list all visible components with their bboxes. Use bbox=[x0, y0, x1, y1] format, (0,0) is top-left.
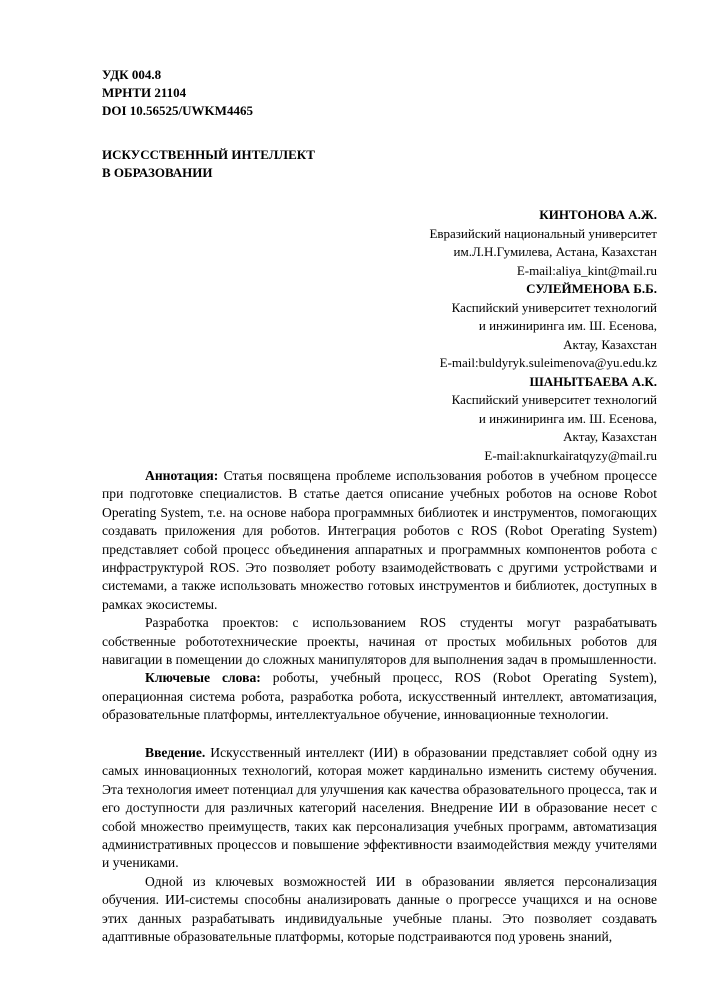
mrnti-code: МРНТИ 21104 bbox=[102, 85, 187, 100]
intro-label: Введение. bbox=[145, 745, 206, 760]
abstract-paragraph-2: Разработка проектов: с использованием ROS студенты могут разрабатывать собственные робототехнические проекты, начиная от простых мобильных роботов для навигации в помещении до сложных манипуляторов для выполнения задач в промышленности. bbox=[102, 615, 657, 668]
title-line-1: ИСКУССТВЕННЫЙ ИНТЕЛЛЕКТ bbox=[102, 147, 315, 162]
keywords-paragraph bbox=[102, 669, 657, 724]
author-email: E-mail:aliya_kint@mail.ru bbox=[516, 262, 657, 278]
abstract-paragraph bbox=[102, 467, 657, 614]
abstract-section bbox=[102, 467, 657, 725]
article-title bbox=[102, 146, 315, 182]
author-affiliation: и инжиниринга им. Ш. Есенова, bbox=[478, 410, 657, 426]
doi: DOI 10.56525/UWKM4465 bbox=[102, 103, 253, 118]
author-email: E-mail:aknurkairatqyzy@mail.ru bbox=[484, 447, 657, 463]
author-affiliation: Актау, Казахстан bbox=[563, 336, 657, 352]
author-affiliation: им.Л.Н.Гумилева, Астана, Казахстан bbox=[453, 244, 657, 259]
author-name: ШАНЫТБАЕВА А.К. bbox=[529, 373, 657, 389]
keywords-label: Ключевые слова: bbox=[145, 670, 261, 686]
article-metadata bbox=[102, 66, 253, 120]
author-affiliation: и инжиниринга им. Ш. Есенова, bbox=[478, 318, 657, 333]
author-block bbox=[327, 206, 657, 465]
intro-paragraph bbox=[102, 744, 657, 873]
author-affiliation: Каспийский университет технологий bbox=[451, 392, 657, 407]
abstract-label: Аннотация: bbox=[145, 468, 219, 483]
intro-text: Искусственный интеллект (ИИ) в образовании представляет собой одну из самых инновационных технологий, которая может кардинально изменить систему обучения. Эта технология имеет потенциал для улучшения как качества образовательного процесса, так и его доступности для различных категорий населения. Внедрение ИИ в образование несет с собой множество преимуществ, таких как персонализация учебных программ, автоматизация административных процессов и повышение эффективности взаимодействия между учителями и учениками. bbox=[102, 745, 657, 871]
author-affiliation: Евразийский национальный университет bbox=[429, 225, 657, 241]
udk-code: УДК 004.8 bbox=[102, 67, 162, 82]
author-name: СУЛЕЙМЕНОВА Б.Б. bbox=[526, 281, 657, 296]
author-email: E-mail:buldyryk.suleimenova@yu.edu.kz bbox=[439, 355, 657, 370]
author-affiliation: Каспийский университет технологий bbox=[451, 299, 657, 315]
introduction-section bbox=[102, 744, 657, 946]
intro-paragraph-2: Одной из ключевых возможностей ИИ в образовании является персонализация обучения. ИИ-системы способны анализировать данные о прогрессе учащихся и на основе этих данных разрабатывать индивидуальные учебные планы. Это позволяет создавать адаптивные образовательные платформы, которые подстраиваются под уровень знаний, bbox=[102, 873, 657, 945]
title-line-2: В ОБРАЗОВАНИИ bbox=[102, 165, 213, 180]
keywords-text: роботы, учебный процесс, ROS (Robot Operating System), операционная система робота, разработка робота, искусственный интеллект, автоматизация, образовательные платформы, интеллектуальное обучение, инновационные технологии. bbox=[102, 670, 657, 723]
abstract-text: Статья посвящена проблеме использования роботов в учебном процессе при подготовке специалистов. В статье дается описание учебных роботов на основе Robot Operating System, т.е. на основе набора программных библиотек и инструментов, помогающих создавать приложения для роботов. Интеграция роботов с ROS (Robot Operating System) представляет собой процесс объединения аппаратных и программных компонентов робота с инфраструктурой ROS. Это позволяет роботу взаимодействовать с другими устройствами и системами, а также использовать множество готовых инструментов и библиотек, доступных в рамках экосистемы. bbox=[102, 468, 657, 612]
author-name: КИНТОНОВА А.Ж. bbox=[539, 207, 657, 222]
author-affiliation: Актау, Казахстан bbox=[563, 429, 657, 444]
